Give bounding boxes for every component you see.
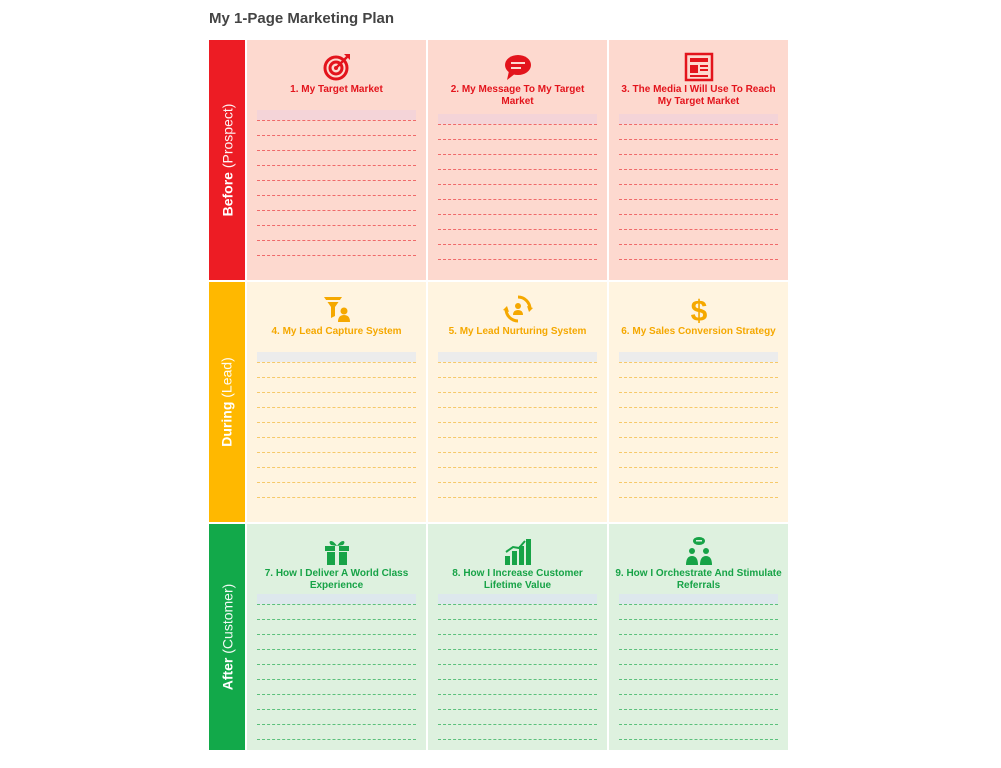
section-heading: 9. How I Orchestrate And Stimulate Referrals: [615, 568, 782, 591]
section-lead-nurturing: [428, 282, 607, 522]
section-customer-experience: [247, 524, 426, 750]
row-before: [209, 40, 788, 280]
writing-lines: [257, 110, 416, 266]
writing-lines: [438, 594, 597, 736]
section-lead-capture: [247, 282, 426, 522]
section-heading: 6. My Sales Conversion Strategy: [621, 326, 776, 337]
dollar-icon: [684, 294, 714, 324]
writing-lines: [619, 594, 778, 736]
section-sales-conversion: [609, 282, 788, 522]
svg-text:$: $: [690, 295, 707, 324]
page-title: My 1-Page Marketing Plan: [209, 10, 395, 27]
writing-lines: [438, 352, 597, 508]
section-heading: 1. My Target Market: [290, 84, 383, 95]
row-label-sub: (Customer): [219, 583, 236, 654]
row-label-bold: After: [219, 657, 236, 691]
speech-bubble-icon: [503, 52, 533, 82]
cycle-person-icon: [503, 294, 533, 324]
writing-lines: [257, 594, 416, 736]
referral-people-icon: [684, 536, 714, 566]
marketing-plan-grid: [209, 40, 788, 750]
section-heading: 3. The Media I Will Use To Reach My Target Market: [621, 84, 776, 107]
row-label-during: [209, 282, 245, 522]
section-heading: 8. How I Increase Customer Lifetime Value: [452, 568, 583, 591]
section-lifetime-value: [428, 524, 607, 750]
writing-lines: [619, 352, 778, 508]
row-label-bold: During: [219, 401, 235, 447]
row-label-sub: (Lead): [219, 357, 235, 398]
section-referrals: [609, 524, 788, 750]
writing-lines: [438, 110, 597, 266]
row-after: [209, 524, 788, 750]
row-label-sub: (Prospect): [219, 103, 236, 169]
section-heading: 7. How I Deliver A World Class Experience: [264, 568, 409, 591]
section-heading: 4. My Lead Capture System: [271, 326, 402, 337]
writing-lines: [619, 110, 778, 266]
gift-icon: [322, 536, 352, 566]
row-label-bold: Before: [219, 172, 236, 217]
newspaper-icon: [684, 52, 714, 82]
section-heading: 2. My Message To My Target Market: [450, 84, 585, 107]
row-label-before: [209, 40, 245, 280]
section-media: [609, 40, 788, 280]
funnel-person-icon: [322, 294, 352, 324]
section-heading: 5. My Lead Nurturing System: [448, 326, 587, 337]
section-target-market: [247, 40, 426, 280]
section-message: [428, 40, 607, 280]
growth-chart-icon: [503, 536, 533, 566]
target-icon: [322, 52, 352, 82]
row-during: [209, 282, 788, 522]
row-label-after: [209, 524, 245, 750]
writing-lines: [257, 352, 416, 508]
